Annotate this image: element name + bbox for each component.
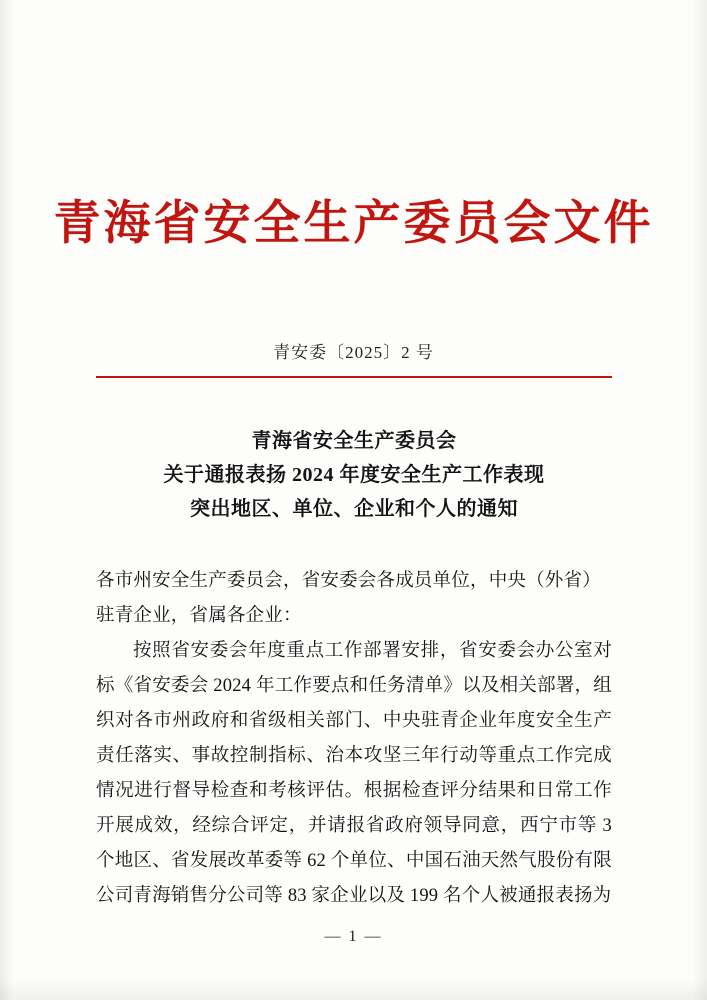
- document-number: 青安委〔2025〕2 号: [273, 343, 434, 362]
- body-paragraph-1: 按照省安委会年度重点工作部署安排，省安委会办公室对标《省安委会 2024 年工作要点和任务清单》以及相关部署，组织对各市州政府和省级相关部门、中央驻青企业年度安全生产责任落实、事故控制指标、治本攻坚三年行动等重点工作完成情况进行督导检查和考核评估。根据检查评分结果和日常工作开展成效，经综合评定，并请报省政府领导同意，西宁市等 3 个地区、省发展改革委等 62 个单位、中国石油天然气股份有限公司青海销售分公司等 83 家企业以及 199 名个人被通报表扬为: [96, 641, 612, 906]
- page-edge-shadow-bottom: [0, 978, 707, 1000]
- salutation-line-2: 驻青企业，省属各企业：: [96, 606, 302, 626]
- document-subject: [96, 424, 612, 526]
- subject-line-1: 青海省安全生产委员会: [251, 430, 457, 452]
- subject-line-2: 关于通报表扬 2024 年度安全生产工作表现: [163, 464, 545, 486]
- page-number: — 1 —: [324, 928, 383, 945]
- page-edge-shadow-left: [0, 0, 14, 1000]
- subject-line-3: 突出地区、单位、企业和个人的通知: [190, 498, 518, 520]
- document-header-title: 青海省安全生产委员会文件: [53, 198, 654, 250]
- document-body: [96, 564, 612, 914]
- red-horizontal-rule: [96, 376, 612, 378]
- salutation-line-1: 各市州安全生产委员会，省安委会各成员单位，中央（外省）: [96, 571, 601, 591]
- page-edge-shadow-right: [691, 0, 707, 1000]
